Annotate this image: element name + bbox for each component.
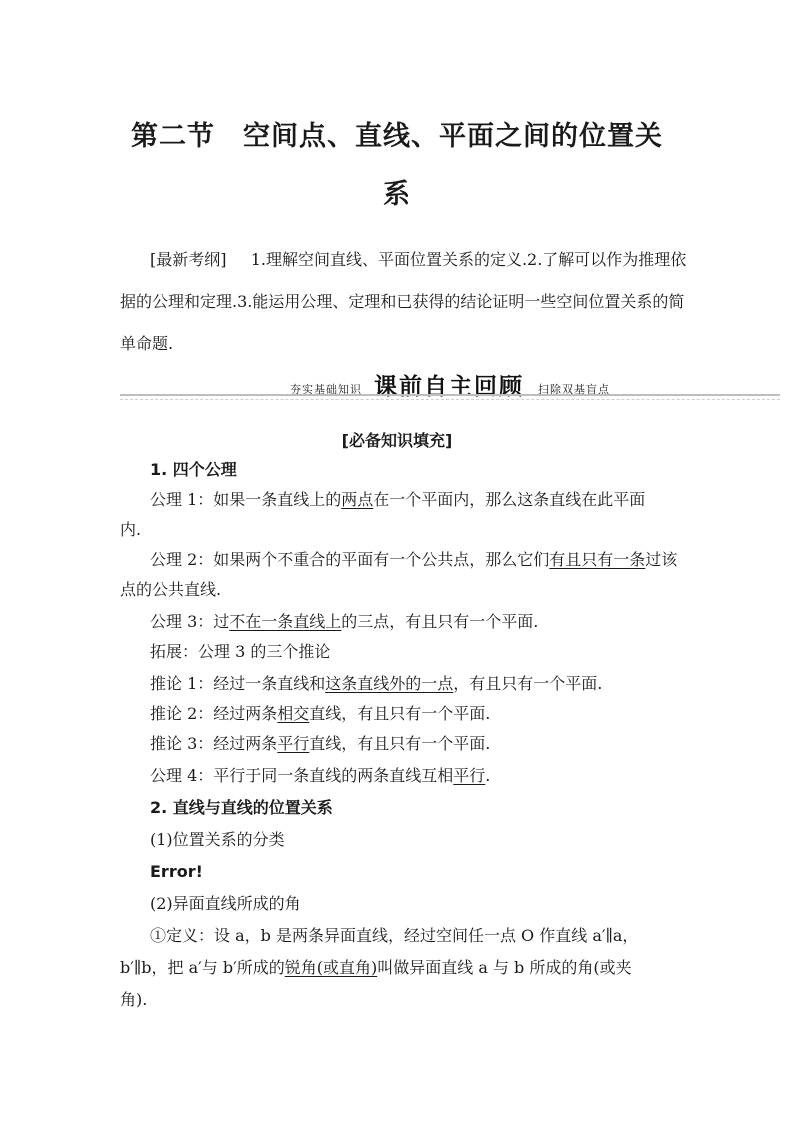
axiom1-text-b: 在一个平面内，那么这条直线在此平面 (373, 490, 646, 509)
axiom3-text-b: 的三点，有且只有一个平面. (341, 612, 539, 631)
definition-text-b: 叫做异面直线 a 与 b 所成的角(或夹 (377, 958, 632, 977)
banner-main-text: 课前自主回顾 (374, 374, 524, 400)
axiom1-line1 (150, 490, 645, 510)
definition-line1: ①定义：设 a，b 是两条异面直线，经过空间任一点 O 作直线 a′∥a， (150, 926, 639, 945)
axiom2-line1 (150, 550, 677, 570)
banner-rule (120, 394, 780, 396)
definition-line2 (120, 958, 632, 978)
subheading-skew-angle: (2)异面直线所成的角 (150, 894, 301, 913)
banner-right-text: 扫除双基盲点 (538, 383, 610, 396)
axiom2-text-b: 过该 (645, 550, 678, 569)
corollary2-blank: 相交 (277, 704, 310, 723)
corollary1-blank: 这条直线外的一点 (325, 674, 454, 693)
corollary1-text-a: 推论 1：经过一条直线和 (150, 674, 326, 693)
axiom3-blank: 不在一条直线上 (229, 612, 342, 631)
corollary3-text-b: 直线，有且只有一个平面. (309, 734, 491, 753)
definition-text-a: b′∥b，把 a′与 b′所成的 (120, 958, 285, 977)
axiom4-text-b: . (485, 766, 491, 785)
corollary2-text-a: 推论 2：经过两条 (150, 704, 278, 723)
axiom2-text-a: 公理 2：如果两个不重合的平面有一个公共点，那么它们 (150, 550, 550, 569)
extension-line: 拓展：公理 3 的三个推论 (150, 642, 331, 661)
corollary3-blank: 平行 (277, 734, 310, 753)
definition-blank: 锐角(或直角) (284, 958, 378, 977)
section-banner (120, 366, 780, 406)
banner-left-text: 夯实基础知识 (290, 383, 362, 396)
banner-rule-dashed (120, 399, 780, 400)
axiom4-blank: 平行 (453, 766, 486, 785)
corollary3-line (150, 734, 490, 754)
axiom4-text-a: 公理 4：平行于同一条直线的两条直线互相 (150, 766, 454, 785)
heading-four-axioms: 1. 四个公理 (150, 460, 237, 479)
error-text: Error! (150, 862, 203, 881)
syllabus-line1 (150, 250, 686, 270)
axiom3-text-a: 公理 3：过 (150, 612, 230, 631)
subheading-classification: (1)位置关系的分类 (150, 830, 285, 849)
axiom2-line2: 点的公共直线. (120, 580, 222, 599)
section-title-line2: 系 (383, 179, 411, 210)
syllabus-tag: [最新考纲] (150, 250, 227, 269)
corollary1-text-b: ，有且只有一个平面. (453, 674, 603, 693)
corollary2-text-b: 直线，有且只有一个平面. (309, 704, 491, 723)
axiom3-line (150, 612, 538, 632)
corollary3-text-a: 推论 3：经过两条 (150, 734, 278, 753)
axiom1-line2: 内. (120, 520, 142, 539)
syllabus-line3: 单命题. (120, 334, 174, 353)
corollary1-line (150, 674, 602, 694)
axiom1-blank: 两点 (341, 490, 374, 509)
syllabus-line2: 据的公理和定理.3.能运用公理、定理和已获得的结论证明一些空间位置关系的简 (120, 292, 685, 311)
section-title-line1: 第二节 空间点、直线、平面之间的位置关 (131, 121, 663, 152)
section-heading: [必备知识填充] (341, 431, 453, 450)
axiom4-line (150, 766, 490, 786)
syllabus-text: 1.理解空间直线、平面位置关系的定义.2.了解可以作为推理依 (250, 250, 687, 269)
heading-line-relations: 2. 直线与直线的位置关系 (150, 798, 333, 817)
definition-line3: 角). (120, 990, 148, 1009)
axiom1-text-a: 公理 1：如果一条直线上的 (150, 490, 342, 509)
corollary2-line (150, 704, 490, 724)
axiom2-blank: 有且只有一条 (549, 550, 646, 569)
